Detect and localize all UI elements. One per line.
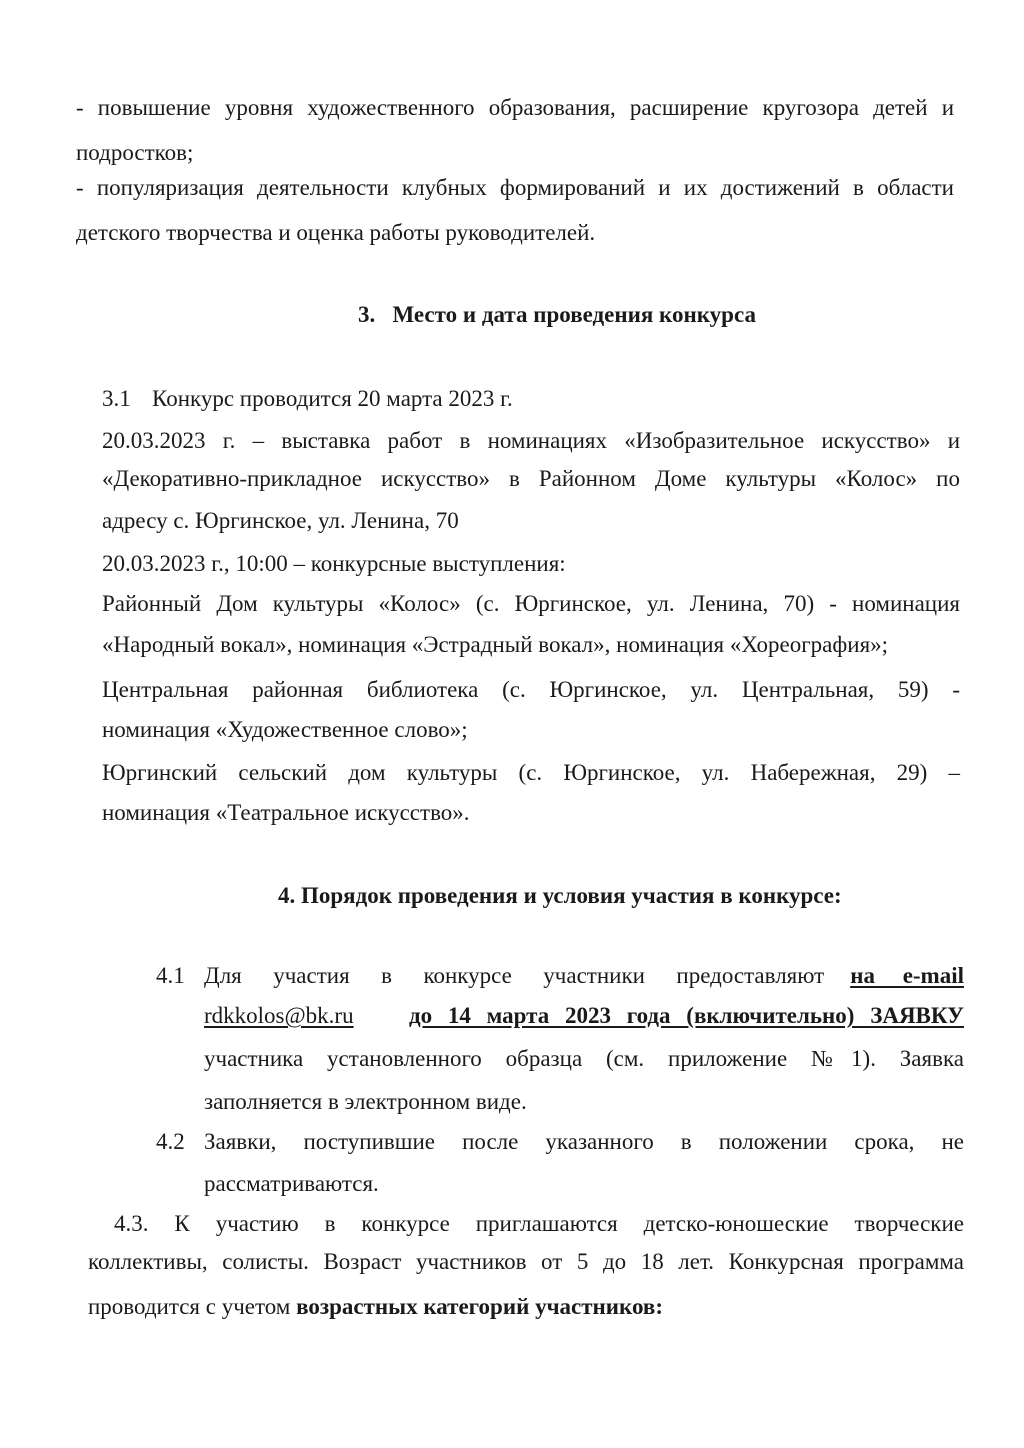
section-3-line-9: Юргинский сельский дом культуры (с. Юргинское, ул. Набережная, 29) –: [102, 760, 960, 785]
item-4-2-line-1: Заявки, поступившие после указанного в положении срока, не: [204, 1129, 964, 1154]
intro-line-2: подростков;: [76, 140, 194, 165]
item-4-2-number: 4.2: [156, 1129, 185, 1154]
item-4-1-line-1-text: Для участия в конкурсе участники предоставляют: [204, 963, 825, 988]
section-3-line-8: номинация «Художественное слово»;: [102, 717, 468, 742]
section-3-line-3: адресу с. Юргинское, ул. Ленина, 70: [102, 508, 459, 533]
section-3-heading: 3. Место и дата проведения конкурса: [358, 302, 756, 327]
section-3-line-10: номинация «Театральное искусство».: [102, 800, 470, 825]
section-3-line-7: Центральная районная библиотека (с. Юргинское, ул. Центральная, 59) -: [102, 677, 960, 702]
section-3-line-5: Районный Дом культуры «Колос» (с. Юргинское, ул. Ленина, 70) - номинация: [102, 591, 960, 616]
item-4-3-line-3-text: проводится с учетом: [88, 1294, 291, 1319]
item-4-1-number: 4.1: [156, 963, 185, 988]
item-4-2-line-2: рассматриваются.: [204, 1171, 379, 1196]
item-4-3-line-3: [88, 1293, 663, 1321]
age-categories-bold: возрастных категорий участников:: [296, 1294, 664, 1319]
intro-line-3: - популяризация деятельности клубных формирований и их достижений в области: [76, 175, 954, 200]
item-4-3-line-2: коллективы, солисты. Возраст участников от 5 до 18 лет. Конкурсная программа: [88, 1249, 964, 1274]
email-label-bold: на e-mail: [850, 963, 964, 988]
item-4-1-line-3: участника установленного образца (см. приложение №1). Заявка: [204, 1046, 964, 1071]
section-3-line-6: «Народный вокал», номинация «Эстрадный вокал», номинация «Хореография»;: [102, 632, 889, 657]
email-link[interactable]: rdkkolos@bk.ru: [204, 1003, 354, 1028]
item-4-3-line-1: 4.3. К участию в конкурсе приглашаются детско-юношеские творческие: [114, 1211, 964, 1236]
section-3-line-2: «Декоративно-прикладное искусство» в Районном Доме культуры «Колос» по: [102, 466, 960, 491]
intro-line-1: - повышение уровня художественного образования, расширение кругозора детей и: [76, 95, 954, 120]
section-4-heading: 4. Порядок проведения и условия участия в конкурсе:: [278, 883, 842, 908]
item-3-1-number: 3.1: [102, 386, 131, 411]
item-4-1-line-4: заполняется в электронном виде.: [204, 1089, 527, 1114]
item-3-1-text: Конкурс проводится 20 марта 2023 г.: [152, 386, 513, 411]
section-3-line-1: 20.03.2023 г. – выставка работ в номинациях «Изобразительное искусство» и: [102, 428, 960, 453]
section-3-line-4: 20.03.2023 г., 10:00 – конкурсные выступления:: [102, 551, 566, 576]
intro-line-4: детского творчества и оценка работы руководителей.: [76, 220, 596, 245]
item-4-1-line-1: [204, 962, 964, 990]
deadline-bold: до 14 марта 2023 года (включительно) ЗАЯВКУ: [409, 1003, 964, 1028]
item-4-1-line-2: [204, 1002, 964, 1030]
